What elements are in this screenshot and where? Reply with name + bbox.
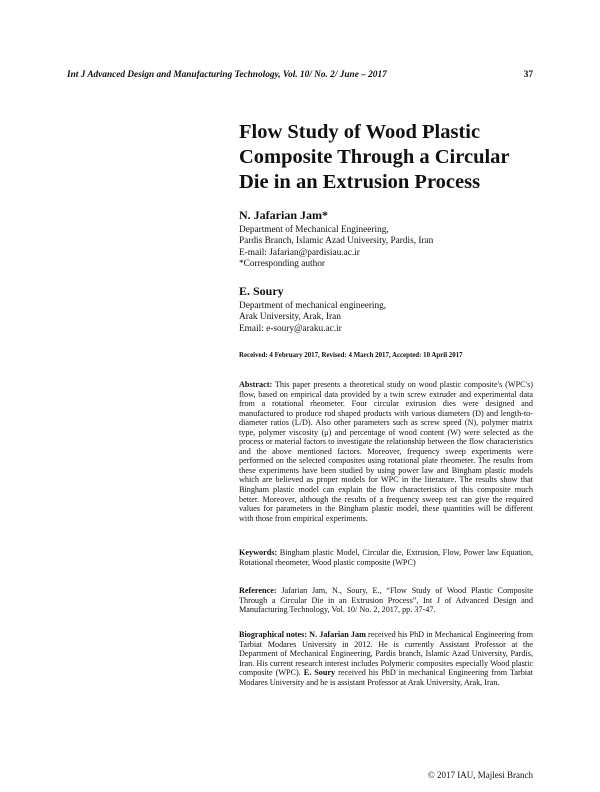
title-line: Composite Through a Circular	[239, 146, 510, 168]
keywords-text: Bingham plastic Model, Circular die, Extrusion, Flow, Power law Equation, Rotational rheometer, Wood plastic composite (WPC)	[239, 548, 534, 567]
title-line: Flow Study of Wood Plastic	[239, 121, 481, 143]
running-head	[67, 70, 533, 80]
affiliation-line: Department of Mechanical Engineering,	[239, 224, 389, 235]
title-line: Die in an Extrusion Process	[239, 171, 481, 193]
reference-text: Jafarian Jam, N., Soury, E., “Flow Study of Wood Plastic Composite Through a Circular Die in an Extrusion Process”, Int J of Advanced Design and Manufacturing Technology, Vol. 10/ No. 2, 2017, pp. 37-47.	[239, 586, 533, 615]
abstract-text: This paper presents a theoretical study on wood plastic composite's (WPC's) flow, based on empirical data provided by a twin screw extruder and experimental data from a rotational rheometer. Four circular extrusion dies were designed and manufactured to produce rod shaped products with various diameters (D) and length-to-diameter ratios (L/D). Also other parameters such as screw speed (N), polymer matrix type, polymer viscosity (μ) and percentage of wood content (W) were selected as the process or material factors to investigate the relationship between the flow characteristics and the above mentioned factors. Moreover, frequency sweep experiments were performed on the selected composites using rotational plate rheometer. The results from these experiments have been studied by using power law and Bingham plastic models which are believed as proper models for WPC in the literature. The results show that Bingham plastic model can explain the flow characteristics of this composite much better. Moreover, although the results of a frequency sweep test can give the required values for parameters in the Bingham plastic model, these quantities will be different with those from empirical experiments.	[239, 380, 533, 523]
author-email: E-mail: Jafarian@pardisiau.ac.ir	[239, 247, 360, 258]
bio-author-name: N. Jafarian Jam	[309, 630, 366, 639]
bio-text: received his PhD in Mechanical Engineering from Tarbiat Modares University in 2012. He is currently Assistant Professor at the Department of Mechanical Engineering, Pardis branch, Islamic Azad University, Pardis, Iran. His current research interest includes Polymeric composites especially Wood plastic composite (WPC).	[239, 630, 533, 678]
reference-label: Reference:	[239, 586, 277, 595]
author-email: Email: e-soury@araku.ac.ir	[239, 323, 342, 334]
author-name: N. Jafarian Jam*	[239, 208, 328, 222]
journal-citation: Int J Advanced Design and Manufacturing Technology, Vol. 10/ No. 2/ June – 2017	[67, 70, 387, 80]
page-number: 37	[523, 70, 533, 80]
keywords	[239, 548, 533, 567]
bio-text: received his PhD in mechanical Engineering from Tarbiat Modares University and he is assistant Professor at Arak University, Arak, Iran.	[239, 668, 533, 687]
affiliation-line: Pardis Branch, Islamic Azad University, Pardis, Iran	[239, 236, 434, 247]
biographical-notes	[239, 630, 533, 687]
copyright-footer: © 2017 IAU, Majlesi Branch	[427, 770, 533, 780]
affiliation-line: Arak University, Arak, Iran	[239, 312, 341, 323]
bio-author-name: E. Soury	[303, 668, 336, 678]
received-dates: Received: 4 February 2017, Revised: 4 March 2017, Accepted: 10 April 2017	[239, 352, 463, 359]
abstract	[239, 380, 533, 523]
corresponding-note: *Corresponding author	[239, 259, 325, 270]
author-block-1	[239, 210, 539, 271]
paper-title	[239, 120, 539, 195]
author-block-2	[239, 286, 539, 335]
abstract-label: Abstract:	[239, 380, 273, 389]
bio-label: Biographical notes:	[239, 630, 308, 639]
author-name: E. Soury	[239, 284, 284, 298]
keywords-label: Keywords:	[239, 548, 278, 557]
reference	[239, 586, 533, 615]
affiliation-line: Department of mechanical engineering,	[239, 300, 387, 311]
